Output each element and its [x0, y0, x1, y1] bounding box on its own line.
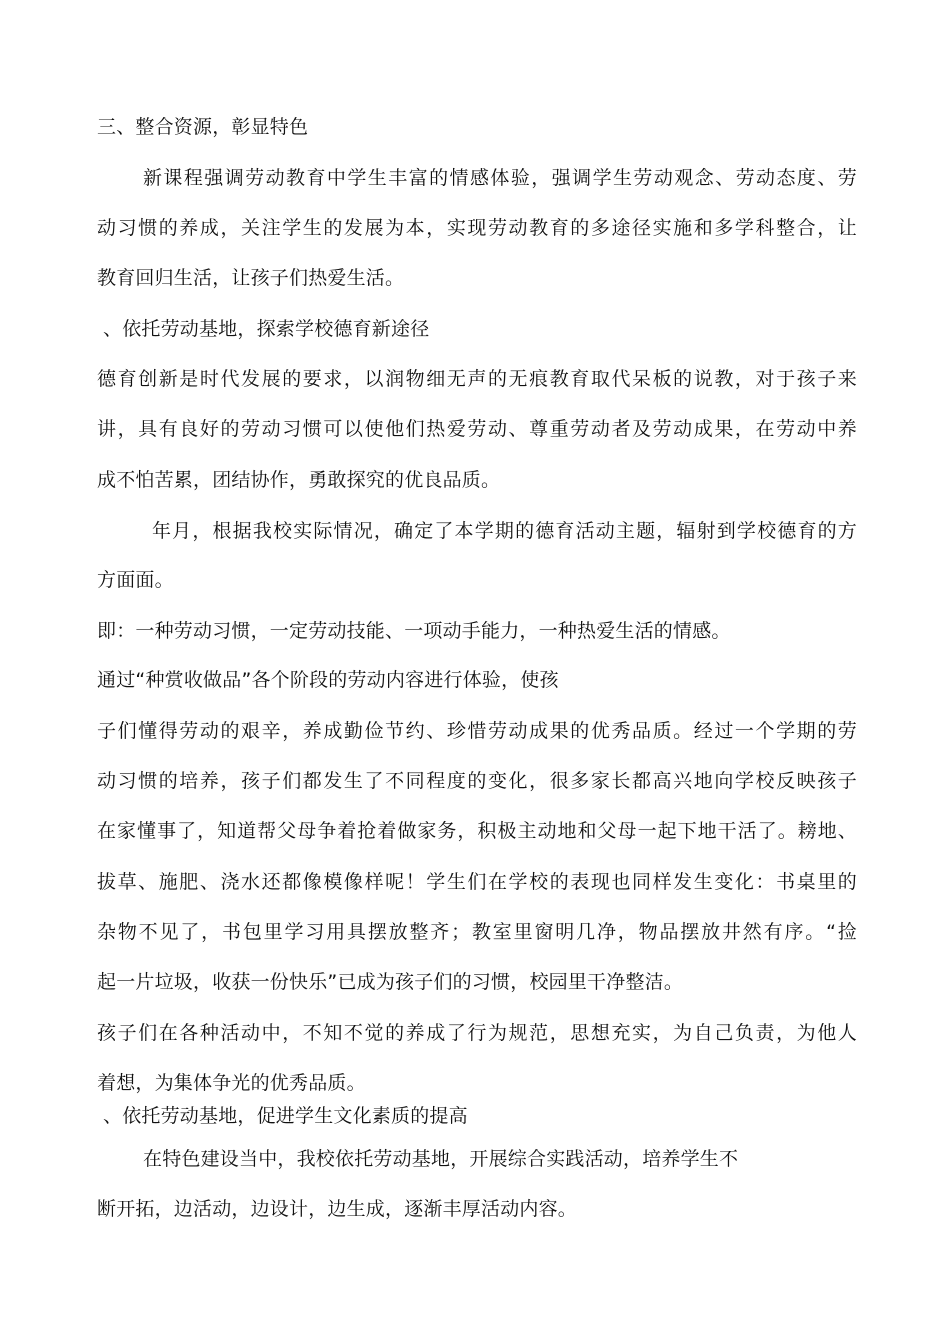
paragraph-line: 孩子们在各种活动中，不知不觉的养成了行为规范，思想充实，为自己负责，为他人 — [97, 1022, 857, 1044]
paragraph-line: 即：一种劳动习惯，一定劳动技能、一项动手能力，一种热爱生活的情感。 — [97, 620, 731, 642]
paragraph-line: 方面面。 — [97, 569, 174, 591]
paragraph-line: 拔草、施肥、浇水还都像模像样呢！学生们在学校的表现也同样发生变化：书桌里的 — [97, 871, 857, 893]
paragraph-line: 起一片垃圾，收获一份快乐”已成为孩子们的习惯，校园里干净整洁。 — [97, 971, 684, 993]
paragraph-line: 教育回归生活，让孩子们热爱生活。 — [97, 267, 405, 289]
paragraph-line: 断开拓，边活动，边设计，边生成，逐渐丰厚活动内容。 — [97, 1198, 578, 1220]
paragraph-line: 动习惯的养成，关注学生的发展为本，实现劳动教育的多途径实施和多学科整合，让 — [97, 217, 857, 239]
paragraph-line: 在特色建设当中，我校依托劳动基地，开展综合实践活动，培养学生不 — [143, 1148, 739, 1170]
paragraph-line: 在家懂事了，知道帮父母争着抢着做家务，积极主动地和父母一起下地干活了。耪地、 — [97, 820, 857, 842]
paragraph-line: 杂物不见了，书包里学习用具摆放整齐；教室里窗明几净，物品摆放井然有序。“捡 — [97, 921, 857, 943]
paragraph-line: 德育创新是时代发展的要求，以润物细无声的无痕教育取代呆板的说教，对于孩子来 — [97, 368, 857, 390]
paragraph-line: 子们懂得劳动的艰辛，养成勤俭节约、珍惜劳动成果的优秀品质。经过一个学期的劳 — [97, 720, 857, 742]
paragraph-line: 通过“种赏收做品”各个阶段的劳动内容进行体验，使孩 — [97, 669, 559, 691]
paragraph-line: 成不怕苦累，团结协作，勇敢探究的优良品质。 — [97, 469, 501, 491]
subsection-heading: 、依托劳动基地，探索学校德育新途径 — [103, 318, 430, 340]
paragraph-line: 动习惯的培养，孩子们都发生了不同程度的变化，很多家长都高兴地向学校反映孩子 — [97, 770, 857, 792]
paragraph-line: 新课程强调劳动教育中学生丰富的情感体验，强调学生劳动观念、劳动态度、劳 — [143, 167, 857, 189]
subsection-heading: 、依托劳动基地，促进学生文化素质的提高 — [103, 1105, 468, 1127]
paragraph-line: 年月，根据我校实际情况，确定了本学期的德育活动主题，辐射到学校德育的方 — [152, 520, 857, 542]
paragraph-line: 着想，为集体争光的优秀品质。 — [97, 1072, 366, 1094]
paragraph-line: 讲，具有良好的劳动习惯可以使他们热爱劳动、尊重劳动者及劳动成果，在劳动中养 — [97, 418, 857, 440]
section-heading: 三、整合资源，彰显特色 — [97, 116, 309, 138]
